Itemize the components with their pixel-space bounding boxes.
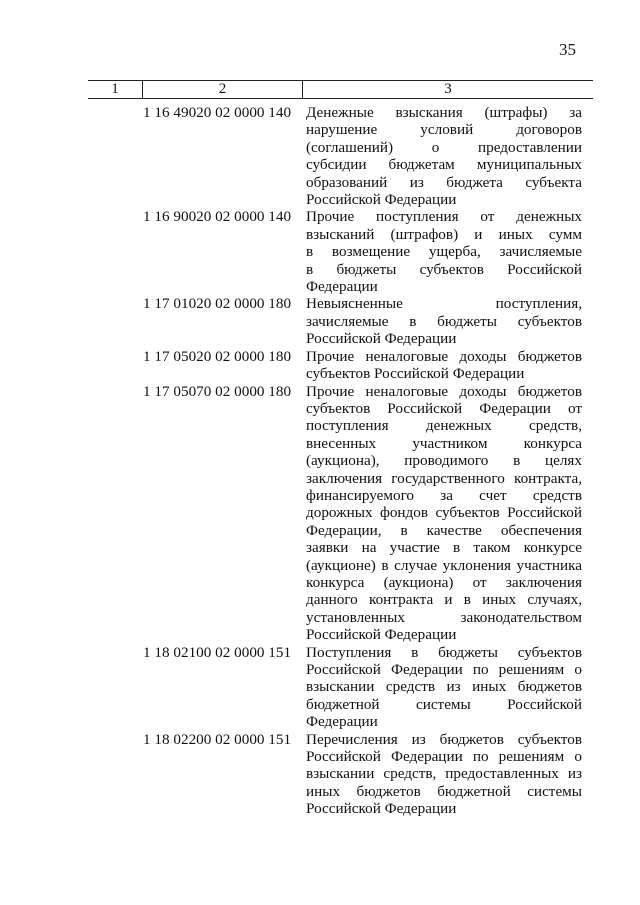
header-col-2: 2 — [143, 81, 303, 98]
budget-code: 1 18 02100 02 0000 151 — [143, 643, 292, 661]
description-line: поступления денежных средств, — [306, 417, 582, 435]
description-line: конкурса (аукциона) от заключения — [306, 573, 582, 591]
budget-code: 1 16 90020 02 0000 140 — [143, 208, 292, 226]
table-row — [143, 731, 593, 818]
table-row — [143, 644, 593, 731]
description-line: (аукциона), проводимого в целях — [306, 452, 582, 470]
description-line: Российской Федерации — [306, 800, 457, 818]
description-line: заявки на участие в таком конкурсе — [306, 539, 582, 557]
description-line: заключения государственного контракта, — [306, 469, 582, 487]
description-line: дорожных фондов субъектов Российской — [306, 504, 582, 522]
budget-code: 1 17 05070 02 0000 180 — [143, 382, 292, 400]
income-description — [306, 383, 582, 644]
description-line: взысканий (штрафов) и иных сумм — [306, 225, 582, 243]
description-line: взыскании средств, предоставленных из — [306, 765, 582, 783]
income-description — [306, 644, 582, 731]
description-line: (соглашений) о предоставлении — [306, 138, 582, 156]
description-line: субъектов Российской Федерации от — [306, 399, 582, 417]
description-line: Российской Федерации — [306, 330, 457, 348]
description-line: Невыясненные поступления, — [306, 295, 582, 313]
budget-code: 1 17 05020 02 0000 180 — [143, 347, 292, 365]
description-line: нарушение условий договоров — [306, 121, 582, 139]
table-row — [143, 348, 593, 383]
description-line: взыскании средств из иных бюджетов — [306, 678, 582, 696]
description-line: Федерации — [306, 278, 378, 296]
income-description — [306, 208, 582, 295]
description-line: финансируемого за счет средств — [306, 486, 582, 504]
description-line: Прочие неналоговые доходы бюджетов — [306, 382, 582, 400]
description-line: Российской Федерации — [306, 626, 457, 644]
description-line: в возмещение ущерба, зачисляемые — [306, 243, 582, 261]
income-description — [306, 295, 582, 347]
description-line: в бюджеты субъектов Российской — [306, 260, 582, 278]
table-row — [143, 208, 593, 295]
header-col-1: 1 — [88, 81, 143, 98]
description-line: бюджетной системы Российской — [306, 695, 582, 713]
description-line: Российской Федерации по решениям о — [306, 748, 582, 766]
budget-code: 1 18 02200 02 0000 151 — [143, 730, 292, 748]
description-line: иных бюджетов бюджетной системы — [306, 782, 582, 800]
income-description — [306, 731, 582, 818]
description-line: Федерации — [306, 713, 378, 731]
budget-code: 1 17 01020 02 0000 180 — [143, 295, 292, 313]
description-line: субсидии бюджетам муниципальных — [306, 156, 582, 174]
table-body — [143, 104, 593, 818]
description-line: данного контракта и в иных случаях, — [306, 591, 582, 609]
description-line: зачисляемые в бюджеты субъектов — [306, 312, 582, 330]
description-line: Прочие поступления от денежных — [306, 208, 582, 226]
description-line: Прочие неналоговые доходы бюджетов — [306, 347, 582, 365]
table-row — [143, 383, 593, 644]
description-line: образований из бюджета субъекта — [306, 173, 582, 191]
description-line: (аукционе) в случае уклонения участника — [306, 556, 582, 574]
description-line: субъектов Российской Федерации — [306, 365, 525, 383]
table-row — [143, 104, 593, 208]
income-description — [306, 104, 582, 208]
table-row — [143, 295, 593, 347]
table-header — [88, 80, 593, 99]
header-col-3: 3 — [444, 81, 452, 97]
description-line: Российской Федерации — [306, 191, 457, 209]
description-line: Федерации, в качестве обеспечения — [306, 521, 582, 539]
page-number: 35 — [559, 40, 576, 59]
description-line: Поступления в бюджеты субъектов — [306, 643, 582, 661]
description-line: Перечисления из бюджетов субъектов — [306, 730, 582, 748]
description-line: внесенных участником конкурса — [306, 434, 582, 452]
description-line: Денежные взыскания (штрафы) за — [306, 104, 582, 121]
income-description — [306, 348, 582, 383]
budget-code: 1 16 49020 02 0000 140 — [143, 104, 292, 121]
description-line: установленных законодательством — [306, 608, 582, 626]
description-line: Российской Федерации по решениям о — [306, 661, 582, 678]
